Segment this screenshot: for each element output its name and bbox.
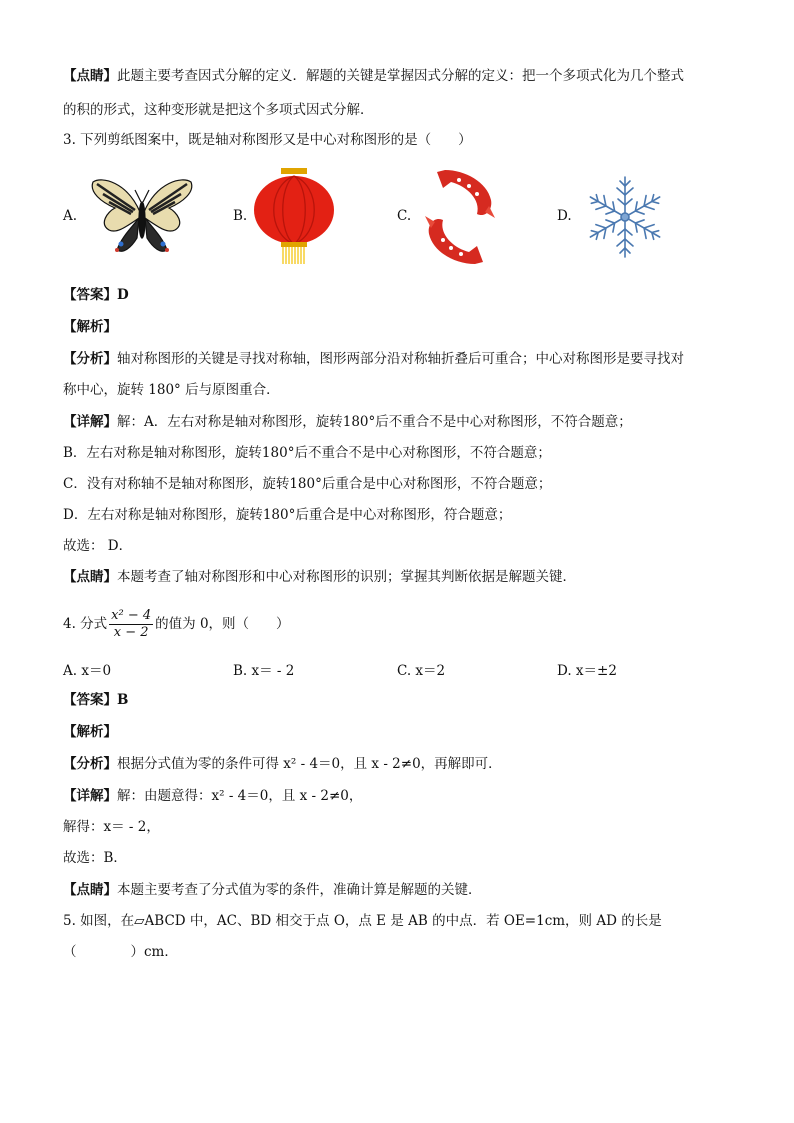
koi-fish-icon	[415, 166, 505, 268]
detail-tag: 【详解】	[63, 414, 117, 430]
q4-stem-prefix: 4. 分式	[63, 616, 108, 632]
q4-fenxi-text: 根据分式值为零的条件可得 x² - 4＝0，且 x - 2≠0，再解即可．	[117, 756, 502, 772]
p1-text1: 此题主要考查因式分解的定义．解题的关键是掌握因式分解的定义：把一个多项式化为几个整式	[117, 68, 684, 84]
q5-stem-line2: （ ）cm．	[63, 944, 178, 960]
fenxi-tag: 【分析】	[63, 351, 117, 367]
q4-stem	[63, 606, 290, 642]
q3-fenxi-line2: 称中心，旋转 180° 后与原图重合．	[63, 382, 280, 398]
snowflake-icon	[579, 172, 671, 262]
option-label: C.	[397, 208, 412, 224]
q3-answer: 【答案】D	[63, 287, 129, 303]
q5-stem-line1: 5. 如图，在▱ABCD 中，AC、BD 相交于点 O，点 E 是 AB 的中点．若 OE=1cm，则 AD 的长是	[63, 913, 662, 929]
q4-fraction	[109, 608, 153, 641]
q3-fenxi-line1	[63, 349, 684, 369]
q4-answer: 【答案】B	[63, 692, 129, 708]
q4-solve: 解得：x＝ - 2，	[63, 819, 160, 835]
q4-analysis-head: 【解析】	[63, 724, 117, 740]
q3-detail-b: B．左右对称是轴对称图形，旋转180°后不重合不是中心对称图形，不符合题意；	[63, 445, 551, 461]
dianjing-tag: 【点睛】	[63, 569, 117, 585]
q4-option-c[interactable]: C. x＝2	[397, 663, 446, 679]
q4-dianjing	[63, 880, 482, 900]
q3-stem: 3. 下列剪纸图案中，既是轴对称图形又是中心对称图形的是（ ）	[63, 132, 472, 148]
q3-detail-a	[63, 412, 632, 432]
option-label: D.	[557, 208, 572, 224]
q3-detail-a-text: 解：A．左右对称是轴对称图形，旋转180°后不重合不是中心对称图形，不符合题意；	[117, 414, 632, 430]
q3-option-b[interactable]	[233, 170, 373, 270]
q4-fenxi	[63, 754, 502, 774]
lantern-icon	[249, 166, 339, 266]
q4-option-d[interactable]: D. x＝±2	[557, 663, 617, 679]
dianjing-tag: 【点睛】	[63, 882, 117, 898]
q3-choose: 故选： D．	[63, 538, 133, 554]
q3-detail-c: C．没有对称轴不是轴对称图形，旋转180°后重合是中心对称图形，不符合题意；	[63, 476, 552, 492]
q3-option-d[interactable]	[557, 170, 697, 270]
q3-detail-d: D．左右对称是轴对称图形，旋转180°后重合是中心对称图形，符合题意；	[63, 507, 512, 523]
q3-fenxi-text1: 轴对称图形的关键是寻找对称轴，图形两部分沿对称轴折叠后可重合；中心对称图形是要寻找对	[117, 351, 684, 367]
fraction-numerator: x² − 4	[111, 608, 152, 623]
q3-option-a[interactable]	[63, 170, 203, 270]
q4-choose: 故选：B．	[63, 850, 127, 866]
q4-option-b[interactable]: B. x＝ - 2	[233, 663, 295, 679]
q4-detail	[63, 786, 362, 806]
option-label: B.	[233, 208, 248, 224]
q4-dianjing-text: 本题主要考查了分式值为零的条件，准确计算是解题的关键．	[117, 882, 482, 898]
q4-stem-suffix: 的值为 0，则（ ）	[155, 616, 290, 632]
q3-option-c[interactable]	[397, 170, 537, 270]
fraction-denominator: x − 2	[113, 625, 149, 640]
p1-line1	[63, 66, 684, 86]
fenxi-tag: 【分析】	[63, 756, 117, 772]
q3-analysis-head: 【解析】	[63, 319, 117, 335]
q4-option-a[interactable]: A. x＝0	[63, 663, 112, 679]
q4-detail-text: 解：由题意得：x² - 4＝0，且 x - 2≠0，	[117, 788, 363, 804]
q3-dianjing	[63, 567, 576, 587]
option-label: A.	[63, 208, 78, 224]
detail-tag: 【详解】	[63, 788, 117, 804]
q3-options	[63, 170, 743, 270]
butterfly-icon	[87, 172, 197, 262]
q3-dianjing-text: 本题考查了轴对称图形和中心对称图形的识别；掌握其判断依据是解题关键．	[117, 569, 576, 585]
p1-line2: 的积的形式，这种变形就是把这个多项式因式分解．	[63, 102, 374, 118]
dianjing-tag: 【点睛】	[63, 68, 117, 84]
